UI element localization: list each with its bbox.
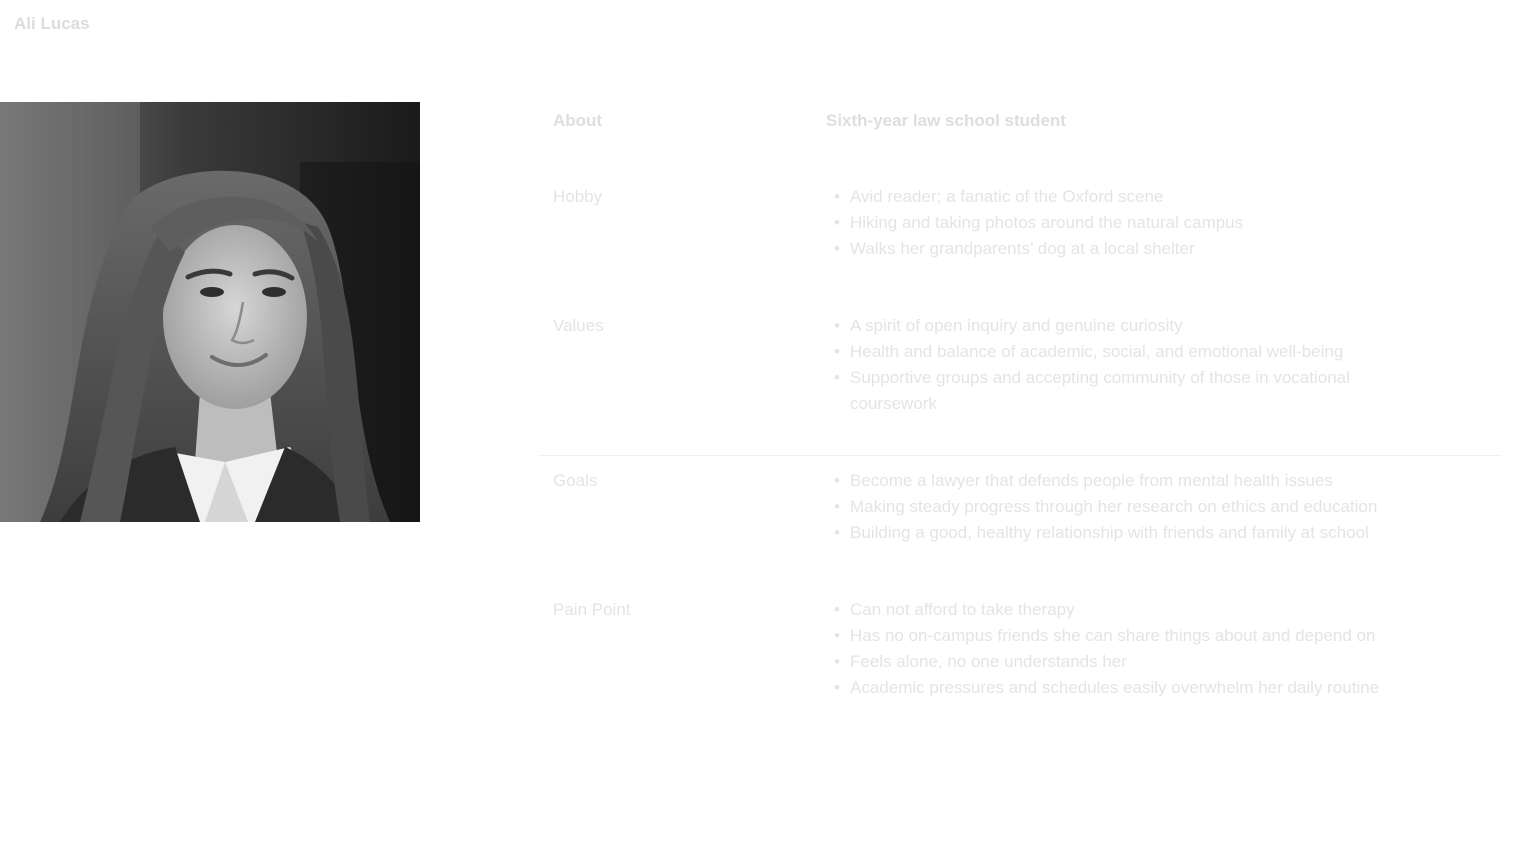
row-value-about: Sixth-year law school student [826,111,1066,130]
hobby-list [826,184,1501,262]
list-item: • Hiking and taking photos around the natural campus [826,210,1501,236]
row-pain-point [546,597,1501,701]
persona-details [546,108,1501,701]
row-goals [546,468,1501,597]
list-item: • Academic pressures and schedules easily overwhelm her daily routine [826,675,1501,701]
row-label-values: Values [553,316,604,335]
portrait-image [0,102,420,522]
row-hobby [546,184,1501,313]
list-item: • Walks her grandparents’ dog at a local shelter [826,236,1501,262]
list-item: • Feels alone, no one understands her [826,649,1501,675]
list-item: • Become a lawyer that defends people from mental health issues [826,468,1501,494]
pain-point-list [826,597,1501,701]
values-list [826,313,1501,417]
list-item: • Supportive groups and accepting community of those in vocational coursework [826,365,1410,417]
persona-name: Ali Lucas [14,14,90,33]
row-label-about: About [553,111,603,130]
row-about [546,108,1501,184]
row-label-hobby: Hobby [553,187,603,206]
persona-photo [0,102,420,522]
row-label-pain-point: Pain Point [553,600,631,619]
list-item: • Can not afford to take therapy [826,597,1501,623]
row-values [546,313,1501,468]
section-divider [538,455,1501,456]
list-item: • Avid reader; a fanatic of the Oxford scene [826,184,1501,210]
list-item: • A spirit of open inquiry and genuine curiosity [826,313,1501,339]
goals-list [826,468,1501,546]
row-label-goals: Goals [553,471,598,490]
list-item: • Building a good, healthy relationship with friends and family at school [826,520,1501,546]
list-item: • Making steady progress through her research on ethics and education [826,494,1501,520]
list-item: • Health and balance of academic, social, and emotional well-being [826,339,1501,365]
list-item: • Has no on-campus friends she can share things about and depend on [826,623,1501,649]
